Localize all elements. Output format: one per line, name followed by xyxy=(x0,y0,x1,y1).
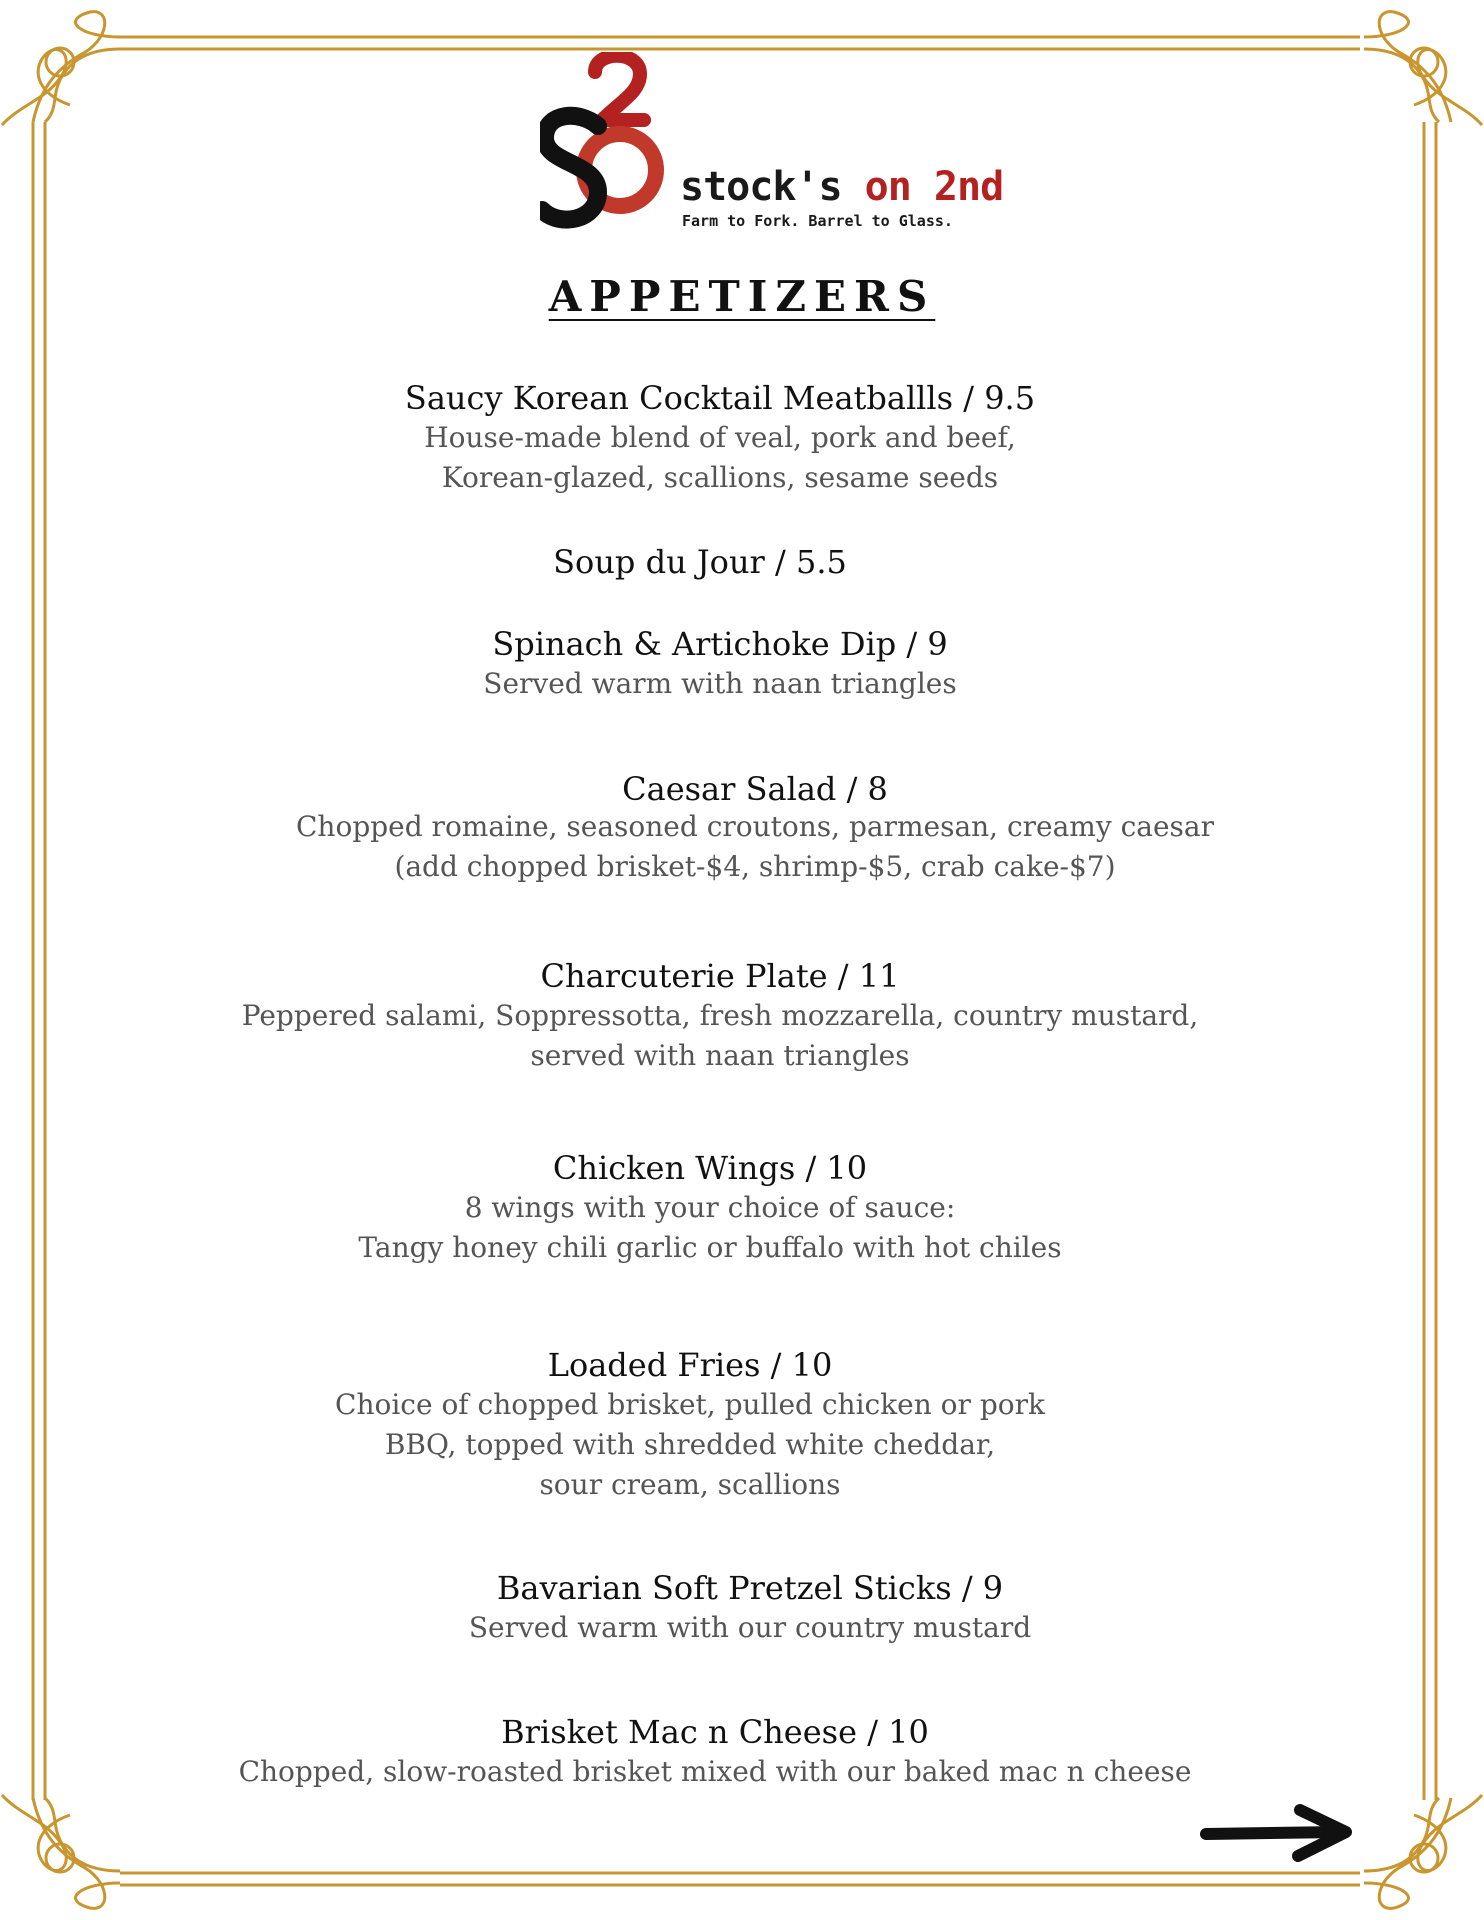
menu-item-description: Choice of chopped brisket, pulled chicken or pork xyxy=(335,1388,1045,1421)
menu-item-title: Soup du Jour / 5.5 xyxy=(553,543,847,581)
menu-item-description: Peppered salami, Soppressotta, fresh mozzarella, country mustard, xyxy=(241,999,1199,1032)
menu-item-description: House-made blend of veal, pork and beef, xyxy=(424,421,1016,454)
menu-item-title: Brisket Mac n Cheese / 10 xyxy=(501,1713,929,1751)
menu-item-description: BBQ, topped with shredded white cheddar, xyxy=(384,1428,996,1461)
menu-item-description: (add chopped brisket-$4, shrimp-$5, crab cake-$7) xyxy=(394,850,1116,883)
menu-item xyxy=(460,542,940,582)
menu-item-title: Spinach & Artichoke Dip / 9 xyxy=(492,625,948,663)
restaurant-logo xyxy=(540,52,1004,237)
menu-item-description: Korean-glazed, scallions, sesame seeds xyxy=(441,461,999,494)
menu-item-description: Tangy honey chili garlic or buffalo with hot chiles xyxy=(358,1231,1062,1264)
logo-name: stock's on 2nd xyxy=(680,164,1004,210)
menu-item xyxy=(410,624,1030,704)
arrow-right-icon[interactable] xyxy=(1200,1802,1355,1862)
menu-item xyxy=(250,1148,1170,1268)
menu-item-description: Served warm with our country mustard xyxy=(468,1611,1032,1644)
menu-item-description: sour cream, scallions xyxy=(539,1468,841,1501)
menu-item-title: Saucy Korean Cocktail Meatballls / 9.5 xyxy=(404,379,1036,417)
menu-item xyxy=(360,378,1080,498)
menu-item-title: Loaded Fries / 10 xyxy=(547,1346,833,1384)
menu-item-title: Charcuterie Plate / 11 xyxy=(540,957,900,995)
menu-item-description: Chopped romaine, seasoned croutons, parmesan, creamy caesar xyxy=(296,810,1214,843)
menu-item-title: Caesar Salad / 8 xyxy=(622,770,888,808)
menu-item-description: served with naan triangles xyxy=(530,1039,910,1072)
menu-item xyxy=(150,956,1290,1076)
menu-item-description: Chopped, slow-roasted brisket mixed with our baked mac n cheese xyxy=(238,1755,1192,1788)
menu-item xyxy=(150,1712,1280,1792)
menu-item-description: 8 wings with your choice of sauce: xyxy=(464,1191,956,1224)
menu-item-title: Bavarian Soft Pretzel Sticks / 9 xyxy=(496,1569,1004,1607)
menu-item-description: Served warm with naan triangles xyxy=(483,667,957,700)
section-title: APPETIZERS xyxy=(548,272,936,321)
menu-item xyxy=(250,1345,1130,1505)
menu-item xyxy=(235,771,1275,887)
menu-item xyxy=(400,1568,1100,1648)
logo-tagline: Farm to Fork. Barrel to Glass. xyxy=(682,212,953,230)
menu-item-title: Chicken Wings / 10 xyxy=(552,1149,868,1187)
